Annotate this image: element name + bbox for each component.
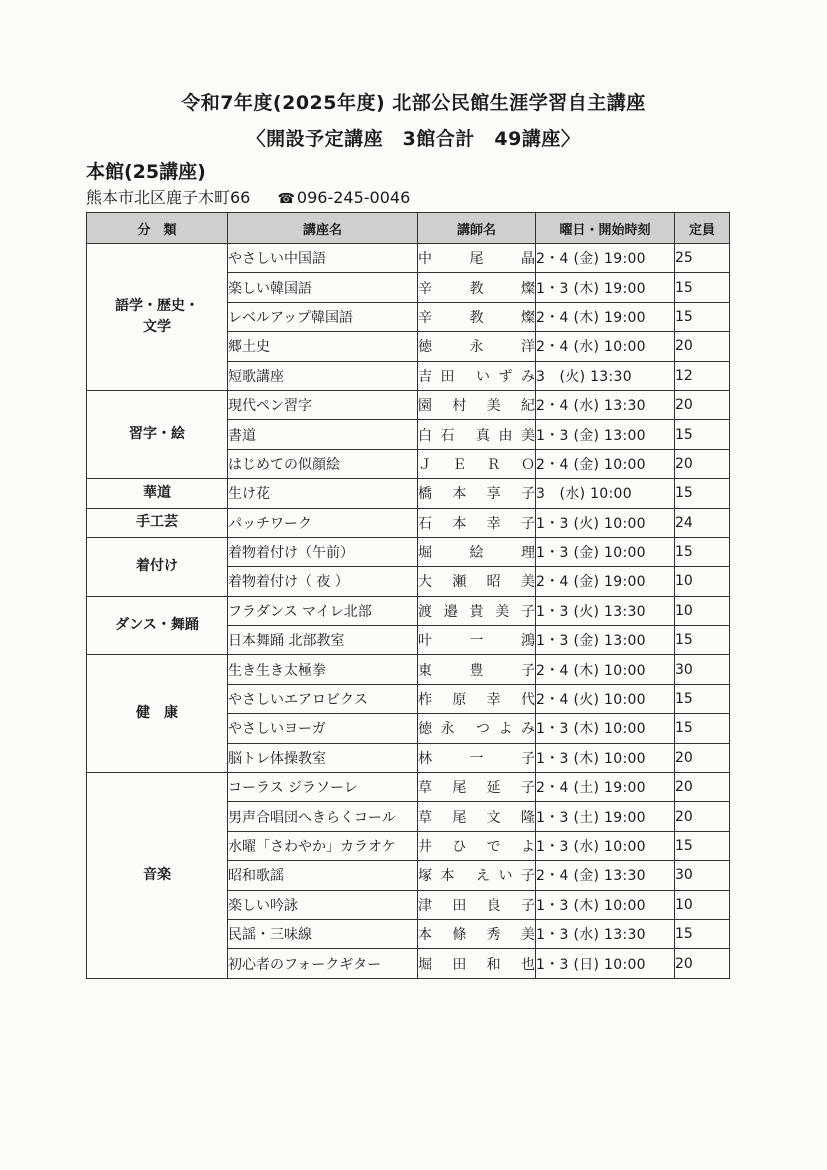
category-cell: 手工芸	[87, 508, 228, 537]
course-name-cell: フラダンス マイレ北部	[228, 596, 418, 625]
capacity-cell: 15	[675, 684, 730, 713]
teacher-name-cell	[418, 655, 536, 684]
teacher-name-cell	[418, 302, 536, 331]
category-cell: 語学・歴史・ 文学	[87, 244, 228, 391]
schedule-cell: 3 (火) 13:30	[536, 361, 675, 390]
schedule-cell: 1・3 (金) 13:00	[536, 420, 675, 449]
schedule-cell: 2・4 (土) 19:00	[536, 773, 675, 802]
teacher-name: 大瀬昭美	[418, 574, 535, 591]
header-capacity: 定員	[675, 213, 730, 244]
course-name-cell: 楽しい吟詠	[228, 890, 418, 919]
header-course: 講座名	[228, 213, 418, 244]
course-name-cell: 短歌講座	[228, 361, 418, 390]
teacher-name-cell	[418, 890, 536, 919]
capacity-cell: 10	[675, 567, 730, 596]
schedule-cell: 1・3 (木) 10:00	[536, 890, 675, 919]
course-name-cell: 生け花	[228, 479, 418, 508]
table-row	[87, 596, 730, 625]
teacher-name: 渡邉貴美子	[418, 603, 535, 620]
capacity-cell: 24	[675, 508, 730, 537]
capacity-cell: 12	[675, 361, 730, 390]
facility-contact	[86, 185, 410, 208]
teacher-name: 園村美紀	[418, 398, 535, 415]
category-cell: 音楽	[87, 773, 228, 979]
course-name-cell: やさしい中国語	[228, 244, 418, 273]
teacher-name-cell	[418, 361, 536, 390]
teacher-name-cell	[418, 949, 536, 978]
teacher-name: 柞原幸代	[418, 692, 535, 709]
table-row	[87, 390, 730, 419]
course-name-cell: レベルアップ韓国語	[228, 302, 418, 331]
schedule-cell: 1・3 (金) 13:00	[536, 626, 675, 655]
schedule-cell: 2・4 (火) 10:00	[536, 684, 675, 713]
capacity-cell: 20	[675, 743, 730, 772]
course-name-cell: 日本舞踊 北部教室	[228, 626, 418, 655]
capacity-cell: 20	[675, 390, 730, 419]
course-name-cell: 着物着付け（ 夜 ）	[228, 567, 418, 596]
course-name-cell: はじめての似顔絵	[228, 449, 418, 478]
teacher-name-cell	[418, 802, 536, 831]
teacher-name-cell	[418, 273, 536, 302]
capacity-cell: 20	[675, 802, 730, 831]
teacher-name-cell	[418, 861, 536, 890]
table-row	[87, 479, 730, 508]
capacity-cell: 15	[675, 273, 730, 302]
teacher-name: 本條秀美	[418, 927, 535, 944]
course-name-cell: 脳トレ体操教室	[228, 743, 418, 772]
course-name-cell: 現代ペン習字	[228, 390, 418, 419]
course-name-cell: やさしいエアロビクス	[228, 684, 418, 713]
teacher-name-cell	[418, 420, 536, 449]
category-cell: 華道	[87, 479, 228, 508]
schedule-cell: 2・4 (水) 10:00	[536, 332, 675, 361]
schedule-cell: 2・4 (金) 19:00	[536, 244, 675, 273]
table-body	[87, 244, 730, 979]
teacher-name: 堀絵理	[418, 545, 535, 562]
teacher-name: 草尾文隆	[418, 809, 535, 826]
page-title: 令和7年度(2025年度) 北部公民館生涯学習自主講座	[181, 92, 646, 114]
course-name-cell: 生き生き太極拳	[228, 655, 418, 684]
schedule-cell: 2・4 (木) 10:00	[536, 655, 675, 684]
teacher-name: 草尾延子	[418, 780, 535, 797]
teacher-name: 辛教燦	[418, 280, 535, 297]
course-name-cell: 昭和歌謡	[228, 861, 418, 890]
table-row	[87, 773, 730, 802]
schedule-cell: 2・4 (木) 19:00	[536, 302, 675, 331]
teacher-name: 徳永 つよみ	[418, 721, 535, 738]
teacher-name-cell	[418, 626, 536, 655]
course-name-cell: 男声合唱団へきらくコール	[228, 802, 418, 831]
course-name-cell: コーラス ジラソーレ	[228, 773, 418, 802]
capacity-cell: 30	[675, 861, 730, 890]
teacher-name-cell	[418, 714, 536, 743]
capacity-cell: 15	[675, 479, 730, 508]
capacity-cell: 15	[675, 919, 730, 948]
header-time: 曜日・開始時刻	[536, 213, 675, 244]
capacity-cell: 15	[675, 302, 730, 331]
teacher-name: 中尾晶	[418, 251, 535, 268]
table-row	[87, 244, 730, 273]
capacity-cell: 15	[675, 420, 730, 449]
teacher-name: 吉田 いずみ	[418, 368, 535, 385]
schedule-cell: 2・4 (水) 13:30	[536, 390, 675, 419]
facility-address: 熊本市北区鹿子木町66	[86, 188, 251, 207]
schedule-cell: 1・3 (水) 13:30	[536, 919, 675, 948]
schedule-cell: 1・3 (火) 13:30	[536, 596, 675, 625]
page-subtitle: 〈開設予定講座 3館合計 49講座〉	[246, 128, 581, 150]
phone-icon: ☎	[277, 191, 295, 207]
category-cell: 習字・絵	[87, 390, 228, 478]
header-teacher: 講師名	[418, 213, 536, 244]
teacher-name-cell	[418, 773, 536, 802]
capacity-cell: 20	[675, 449, 730, 478]
teacher-name-cell	[418, 743, 536, 772]
capacity-cell: 20	[675, 332, 730, 361]
schedule-cell: 1・3 (水) 10:00	[536, 831, 675, 860]
table-header-row	[87, 213, 730, 244]
teacher-name-cell	[418, 332, 536, 361]
teacher-name: 東豊子	[418, 662, 535, 679]
capacity-cell: 15	[675, 714, 730, 743]
course-schedule-table	[86, 212, 730, 979]
teacher-name: 辛教燦	[418, 309, 535, 326]
capacity-cell: 10	[675, 890, 730, 919]
teacher-name-cell	[418, 831, 536, 860]
teacher-name: 堀田和也	[418, 956, 535, 973]
teacher-name: 白石 真由美	[418, 427, 535, 444]
category-cell: 着付け	[87, 537, 228, 596]
course-name-cell: 着物着付け（午前）	[228, 537, 418, 566]
schedule-cell: 2・4 (金) 19:00	[536, 567, 675, 596]
teacher-name: 林一子	[418, 750, 535, 767]
teacher-name-cell	[418, 390, 536, 419]
course-name-cell: 郷土史	[228, 332, 418, 361]
course-name-cell: 民謡・三味線	[228, 919, 418, 948]
teacher-name-cell	[418, 479, 536, 508]
teacher-name-cell	[418, 919, 536, 948]
capacity-cell: 15	[675, 537, 730, 566]
schedule-cell: 1・3 (木) 10:00	[536, 714, 675, 743]
schedule-cell: 1・3 (土) 19:00	[536, 802, 675, 831]
capacity-cell: 20	[675, 773, 730, 802]
capacity-cell: 15	[675, 626, 730, 655]
schedule-cell: 1・3 (火) 10:00	[536, 508, 675, 537]
teacher-name: ＪＥＲＯ	[418, 456, 535, 473]
teacher-name: 橋本享子	[418, 486, 535, 503]
course-name-cell: 楽しい韓国語	[228, 273, 418, 302]
table-row	[87, 508, 730, 537]
teacher-name: 津田良子	[418, 897, 535, 914]
schedule-cell: 2・4 (金) 13:30	[536, 861, 675, 890]
capacity-cell: 30	[675, 655, 730, 684]
category-cell: ダンス・舞踊	[87, 596, 228, 655]
teacher-name-cell	[418, 244, 536, 273]
capacity-cell: 10	[675, 596, 730, 625]
teacher-name: 塚本 えい子	[418, 868, 535, 885]
teacher-name: 石本幸子	[418, 515, 535, 532]
teacher-name: 徳永洋	[418, 339, 535, 356]
schedule-cell: 1・3 (金) 10:00	[536, 537, 675, 566]
capacity-cell: 20	[675, 949, 730, 978]
schedule-cell: 1・3 (木) 19:00	[536, 273, 675, 302]
course-name-cell: やさしいヨーガ	[228, 714, 418, 743]
teacher-name-cell	[418, 508, 536, 537]
table-row	[87, 537, 730, 566]
teacher-name-cell	[418, 596, 536, 625]
phone-number: 096-245-0046	[296, 188, 411, 207]
course-name-cell: 水曜「さわやか」カラオケ	[228, 831, 418, 860]
teacher-name: 井ひでよ	[418, 839, 535, 855]
course-name-cell: パッチワーク	[228, 508, 418, 537]
schedule-cell: 3 (水) 10:00	[536, 479, 675, 508]
teacher-name-cell	[418, 449, 536, 478]
teacher-name-cell	[418, 684, 536, 713]
facility-name: 本館(25講座)	[86, 161, 206, 183]
capacity-cell: 15	[675, 831, 730, 860]
schedule-cell: 1・3 (木) 10:00	[536, 743, 675, 772]
table-row	[87, 655, 730, 684]
teacher-name-cell	[418, 567, 536, 596]
facility-phone	[277, 188, 410, 207]
capacity-cell: 25	[675, 244, 730, 273]
schedule-cell: 1・3 (日) 10:00	[536, 949, 675, 978]
category-cell: 健 康	[87, 655, 228, 773]
header-category: 分 類	[87, 213, 228, 244]
teacher-name-cell	[418, 537, 536, 566]
course-name-cell: 初心者のフォークギター	[228, 949, 418, 978]
teacher-name: 叶一鴻	[418, 633, 535, 650]
schedule-cell: 2・4 (金) 10:00	[536, 449, 675, 478]
course-name-cell: 書道	[228, 420, 418, 449]
